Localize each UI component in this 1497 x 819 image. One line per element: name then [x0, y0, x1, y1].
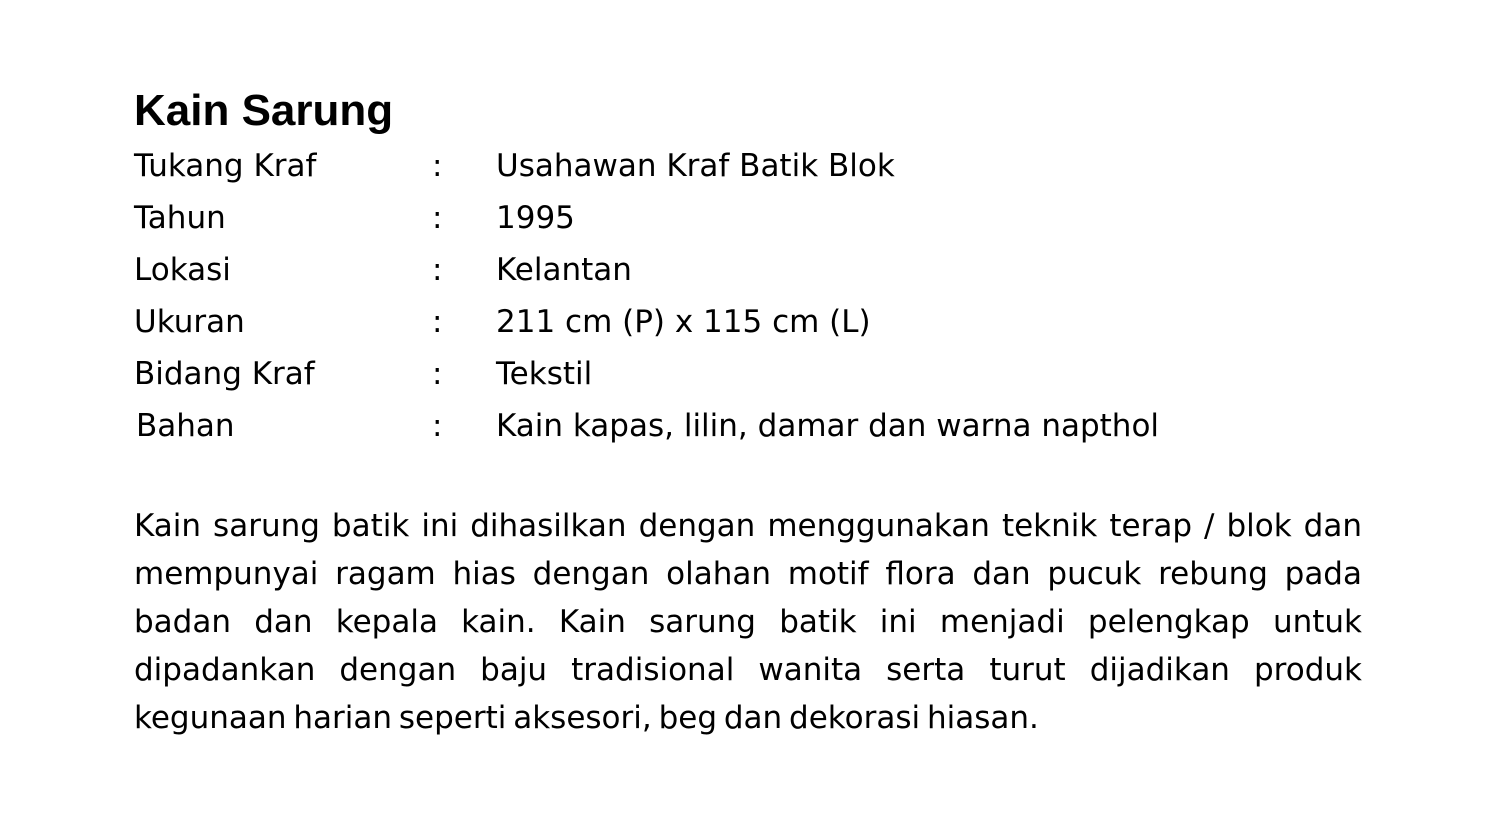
info-value: Usahawan Kraf Batik Blok	[496, 148, 895, 184]
info-colon: :	[432, 200, 443, 236]
info-row-bidang-kraf	[134, 348, 1362, 400]
info-label: Ukuran	[134, 304, 245, 340]
info-table	[134, 140, 1362, 452]
document-page	[134, 84, 1362, 773]
document-title: Kain Sarung	[134, 86, 394, 135]
info-label: Bahan	[136, 408, 235, 444]
info-colon: :	[432, 356, 443, 392]
info-label: Lokasi	[134, 252, 231, 288]
info-colon: :	[432, 304, 443, 340]
info-row-lokasi	[134, 244, 1362, 296]
info-label: Tahun	[134, 200, 226, 236]
description-paragraph: Kain sarung batik ini dihasilkan dengan menggunakan teknik terap / blok dan mempunyai ragam hias dengan olahan motif flora dan pucuk rebung pada badan dan kepala kain. Kain sarung batik ini menjadi pelengkap untuk dipadankan dengan baju tradisional wanita serta turut dijadikan produk kegunaan harian seperti aksesori, beg dan dekorasi hiasan.	[134, 508, 1362, 736]
info-colon: :	[432, 408, 443, 444]
info-value: Kelantan	[496, 252, 632, 288]
info-colon: :	[432, 252, 443, 288]
info-value: Kain kapas, lilin, damar dan warna napthol	[496, 408, 1160, 444]
info-row-tahun	[134, 192, 1362, 244]
info-label: Bidang Kraf	[134, 356, 315, 392]
info-row-bahan	[134, 400, 1362, 452]
info-colon: :	[432, 148, 443, 184]
info-label: Tukang Kraf	[134, 148, 317, 184]
info-value: Tekstil	[496, 356, 593, 392]
info-value: 1995	[496, 200, 575, 236]
info-row-ukuran	[134, 296, 1362, 348]
info-row-tukang-kraf	[134, 140, 1362, 192]
info-value: 211 cm (P) x 115 cm (L)	[496, 304, 871, 340]
